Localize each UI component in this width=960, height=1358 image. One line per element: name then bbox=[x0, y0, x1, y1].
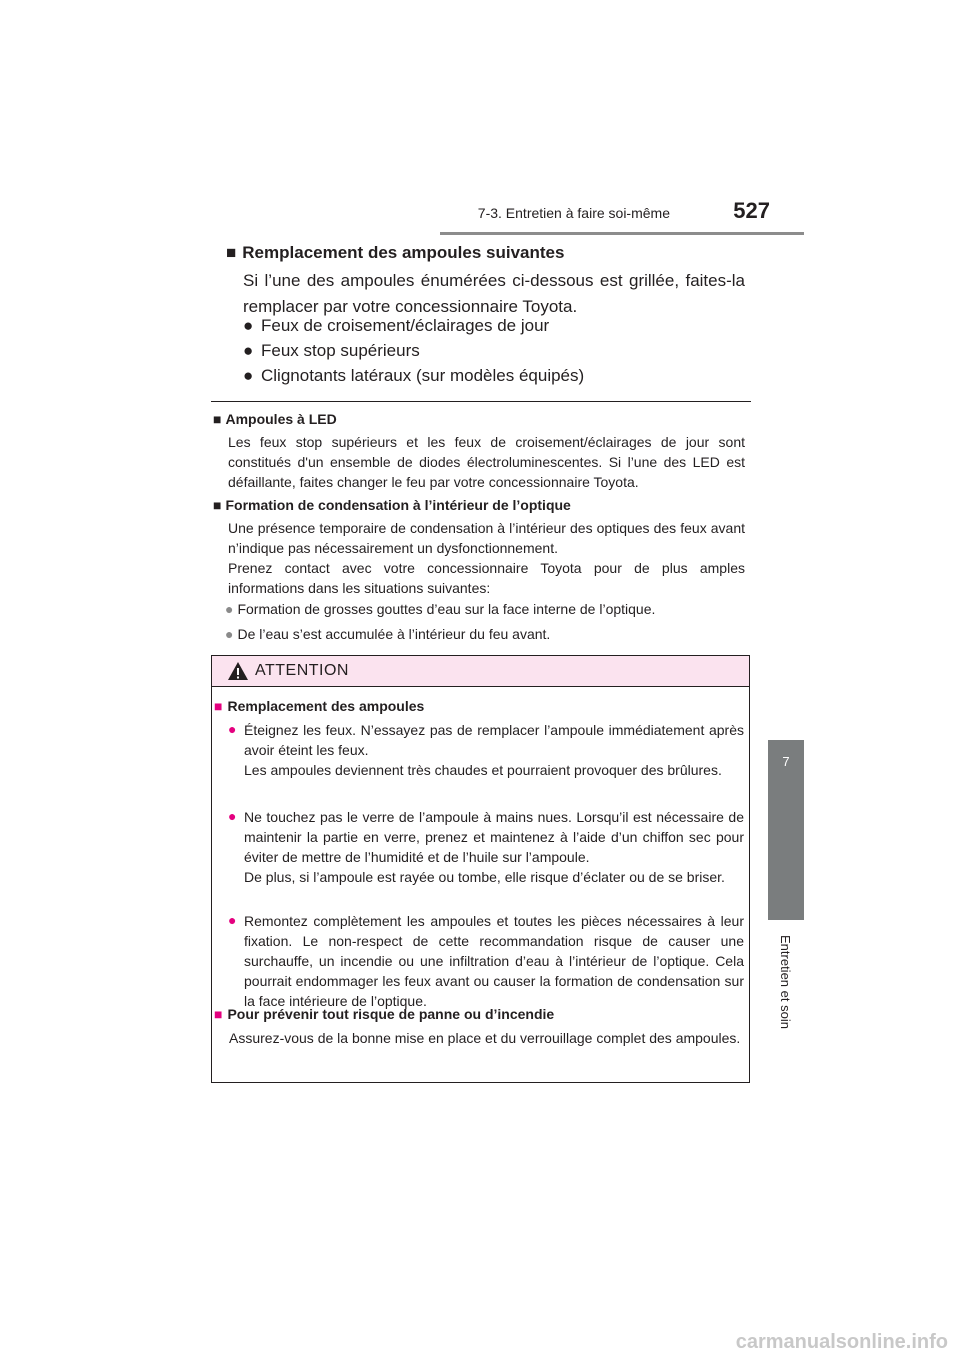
note-bullet: ● De l’eau s’est accumulée à l’intérieur du feu avant. bbox=[225, 626, 551, 642]
bullet-icon: ● bbox=[225, 601, 234, 617]
list-item: ● Feux stop supérieurs bbox=[243, 341, 420, 360]
note-text-condensation-2: Prenez contact avec votre concessionnaire Toyota pour de plus amples informations dans les situations suivantes: bbox=[228, 560, 745, 596]
section-intro: Si l’une des ampoules énumérées ci-dessous est grillée, faites-la remplacer par votre concessionnaire Toyota. bbox=[243, 271, 745, 316]
warning-heading: ■ Pour prévenir tout risque de panne ou d’incendie bbox=[214, 1006, 555, 1022]
warning-heading: ■ Remplacement des ampoules bbox=[214, 698, 425, 714]
list-item: ● Feux de croisement/éclairages de jour bbox=[243, 316, 550, 335]
warning-text: De plus, si l’ampoule est rayée ou tombe, elle risque d’éclater ou de se briser. bbox=[244, 869, 725, 885]
section-heading: ■ Remplacement des ampoules suivantes bbox=[226, 243, 565, 262]
note-text-condensation: Une présence temporaire de condensation à l’intérieur des optiques des feux avant n’indique pas nécessairement un dysfonctionnement. bbox=[228, 520, 745, 556]
watermark: carmanualsonline.info bbox=[735, 1331, 948, 1353]
warning-text: Ne touchez pas le verre de l’ampoule à mains nues. Lorsqu’il est nécessaire de maintenir la partie en verre, prenez et maintenez à l’aide d’un chiffon sec pour éviter de mettre de l’humidité et de l’huile sur l’ampoule. bbox=[244, 809, 744, 865]
bullet-icon: ● bbox=[243, 316, 254, 335]
header-rule bbox=[440, 232, 804, 235]
square-bullet-icon: ■ bbox=[214, 698, 223, 714]
note-text-led: Les feux stop supérieurs et les feux de croisement/éclairages de jour sont constitués d'un ensemble de diodes électroluminescentes. Si l’une des LED est défaillante, faites changer le feu par votre concessionnaire Toyota. bbox=[228, 434, 745, 490]
bullet-icon: ● bbox=[228, 721, 237, 737]
bullet-icon: ● bbox=[228, 808, 237, 824]
warning-triangle-icon bbox=[227, 661, 249, 681]
warning-title: ATTENTION bbox=[255, 662, 349, 679]
bullet-icon: ● bbox=[225, 626, 234, 642]
square-bullet-icon: ■ bbox=[213, 497, 222, 513]
warning-text: Assurez-vous de la bonne mise en place et du verrouillage complet des ampoules. bbox=[229, 1030, 741, 1046]
note-bullet: ● Formation de grosses gouttes d’eau sur la face interne de l’optique. bbox=[225, 601, 656, 617]
chapter-tab bbox=[768, 740, 804, 920]
warning-text: Remontez complètement les ampoules et toutes les pièces nécessaires à leur fixation. Le non-respect de cette recommandation risque de causer une surchauffe, un incendie ou une infiltration d’eau à l’intérieur de l’optique. Cela pourrait endommager les feux avant ou causer la formation de condensation sur la face intérieure de l’optique. bbox=[244, 913, 744, 1009]
warning-text: Les ampoules deviennent très chaudes et pourraient provoquer des brûlures. bbox=[244, 762, 722, 778]
header-section-title: 7-3. Entretien à faire soi-même bbox=[477, 205, 670, 221]
chapter-label-text: Entretien et soin bbox=[778, 935, 793, 1029]
chapter-number: 7 bbox=[782, 754, 790, 769]
warning-box bbox=[211, 655, 750, 1083]
note-heading-led: ■ Ampoules à LED bbox=[213, 411, 337, 427]
chapter-label bbox=[772, 935, 800, 1115]
page-number: 527 bbox=[733, 198, 770, 223]
square-bullet-icon: ■ bbox=[214, 1006, 223, 1022]
bullet-icon: ● bbox=[243, 341, 254, 360]
divider bbox=[211, 401, 751, 402]
list-item: ● Clignotants latéraux (sur modèles équipés) bbox=[243, 366, 585, 385]
bullet-icon: ● bbox=[228, 912, 237, 928]
square-bullet-icon: ■ bbox=[226, 243, 237, 262]
warning-text: Éteignez les feux. N’essayez pas de remplacer l’ampoule immédiatement après avoir éteint les feux. bbox=[244, 722, 744, 758]
bullet-icon: ● bbox=[243, 366, 254, 385]
square-bullet-icon: ■ bbox=[213, 411, 222, 427]
warning-header bbox=[212, 656, 749, 687]
note-heading-condensation: ■ Formation de condensation à l’intérieur de l’optique bbox=[213, 497, 571, 513]
